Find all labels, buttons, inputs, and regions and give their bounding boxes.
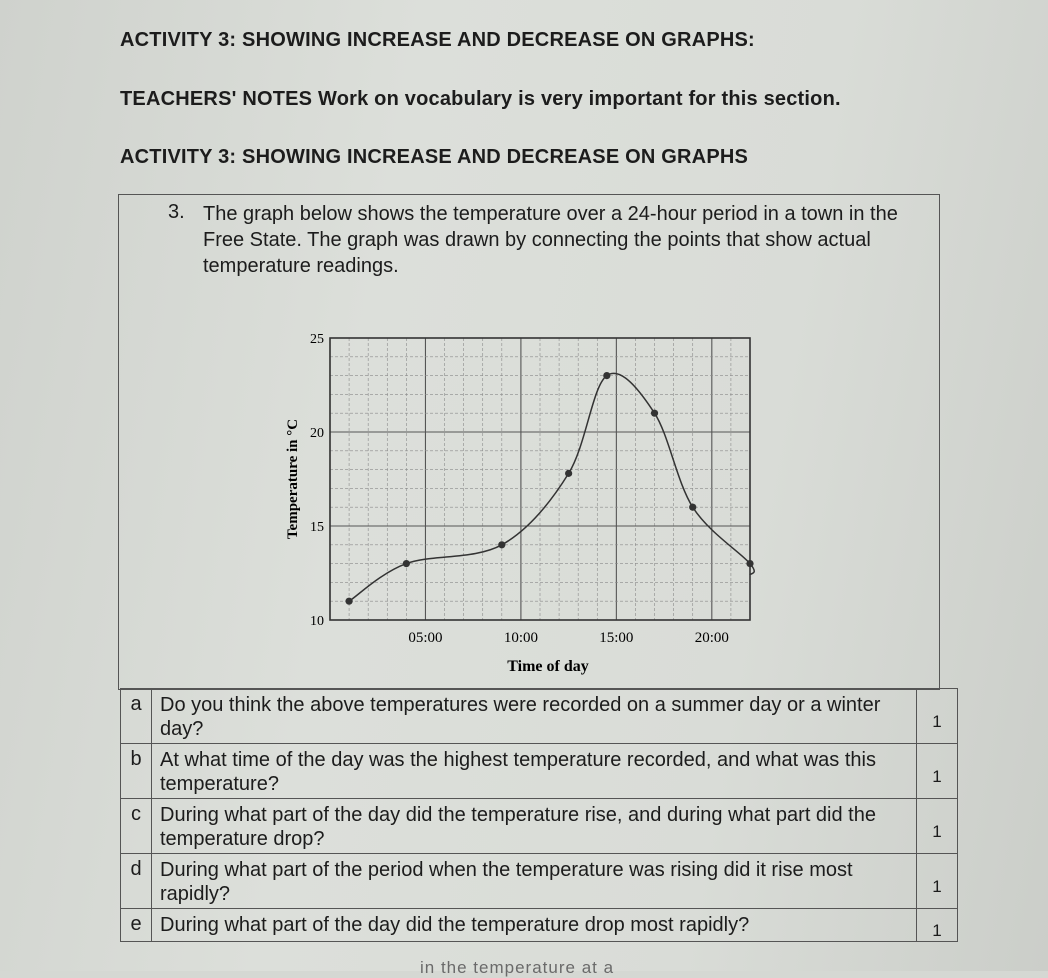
sub-question-text: Do you think the above temperatures were recorded on a summer day or a winter day? <box>152 689 917 744</box>
sub-question-text: During what part of the day did the temperature rise, and during what part did the temperature drop? <box>152 799 917 854</box>
sub-question-letter: e <box>121 909 152 942</box>
data-point <box>345 598 352 605</box>
x-tick-label: 20:00 <box>694 630 729 646</box>
activity-heading-repeat: ACTIVITY 3: SHOWING INCREASE AND DECREASE ON GRAPHS <box>120 146 749 168</box>
sub-question-text: At what time of the day was the highest temperature recorded, and what was this temperature? <box>152 744 917 799</box>
temperature-chart <box>270 318 790 680</box>
y-axis-label: Temperature in °C <box>285 418 301 540</box>
question-number: 3. <box>168 201 185 223</box>
chart-grid <box>330 338 750 620</box>
data-point <box>746 560 753 567</box>
x-tick-label: 05:00 <box>408 630 443 646</box>
sub-question-mark: 1 <box>917 909 958 942</box>
question-text: The graph below shows the temperature over a 24-hour period in a town in the Free State. The graph was drawn by connecting the points that show actual temperature readings. <box>203 203 898 277</box>
sub-question-row <box>121 689 958 744</box>
data-point <box>498 541 505 548</box>
sub-question-mark: 1 <box>917 854 958 909</box>
cut-off-text: in the temperature at a <box>420 958 615 977</box>
sub-question-row <box>121 799 958 854</box>
sub-question-letter: a <box>121 689 152 744</box>
y-tick-label: 10 <box>310 614 324 629</box>
x-tick-label: 10:00 <box>503 630 538 646</box>
sub-question-text: During what part of the day did the temperature drop most rapidly? <box>152 909 917 942</box>
sub-question-letter: c <box>121 799 152 854</box>
data-point <box>403 560 410 567</box>
sub-question-mark: 1 <box>917 799 958 854</box>
sub-question-row <box>121 744 958 799</box>
x-axis-label: Time of day <box>507 658 589 675</box>
data-point <box>603 372 610 379</box>
sub-question-text: During what part of the period when the temperature was rising did it rise most rapidly? <box>152 854 917 909</box>
y-tick-label: 25 <box>310 332 324 347</box>
sub-question-mark: 1 <box>917 689 958 744</box>
x-tick-label: 15:00 <box>599 630 634 646</box>
sub-question-row <box>121 909 958 942</box>
teachers-notes: TEACHERS' NOTES Work on vocabulary is very important for this section. <box>120 88 841 110</box>
sub-question-row <box>121 854 958 909</box>
y-tick-label: 20 <box>310 426 324 441</box>
activity-heading: ACTIVITY 3: SHOWING INCREASE AND DECREASE ON GRAPHS: <box>120 29 755 51</box>
data-point <box>565 470 572 477</box>
sub-question-letter: b <box>121 744 152 799</box>
y-tick-label: 15 <box>310 520 324 535</box>
data-point <box>651 410 658 417</box>
sub-question-letter: d <box>121 854 152 909</box>
data-point <box>689 504 696 511</box>
sub-questions-table <box>120 688 958 942</box>
sub-question-mark: 1 <box>917 744 958 799</box>
temperature-curve <box>349 373 754 601</box>
